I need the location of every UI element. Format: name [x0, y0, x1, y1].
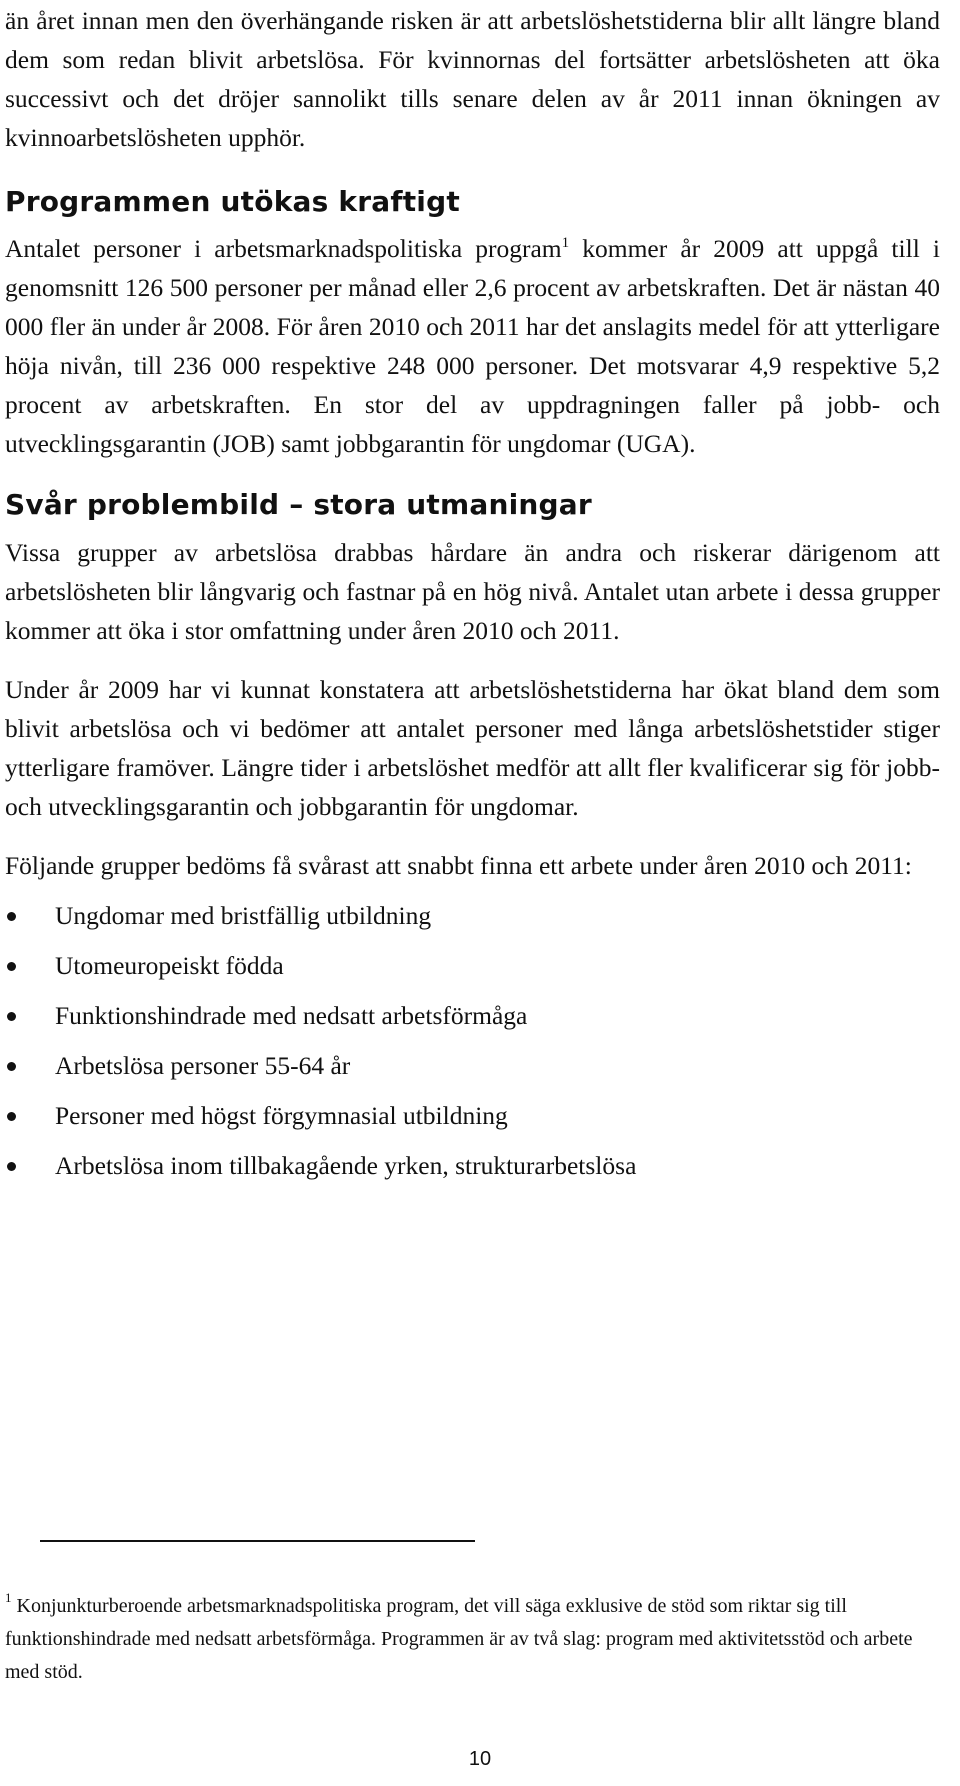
list-item [5, 947, 940, 985]
programmen-text-end: kommer år 2009 att uppgå till i genomsnitt 126 500 personer per månad eller 2,6 procent av arbetskraften. Det är nästan 40 000 fler än under år 2008. För åren 2010 och 2011 har det anslagits medel för att ytterligare höja nivån, till 236 000 respektive 248 000 personer. Det motsvarar 4,9 respektive 5,2 procent av arbetskraften. En stor del av uppdragningen faller på jobb- och utvecklingsgarantin (JOB) samt jobbgarantin för ungdomar (UGA). [5, 234, 940, 458]
page-number: 10 [468, 1748, 492, 1770]
problembild-paragraph-1: Vissa grupper av arbetslösa drabbas hårdare än andra och riskerar därigenom att arbetslösheten blir långvarig och fastnar på en hög nivå. Antalet utan arbete i dessa grupper kommer att öka i stor omfattning under åren 2010 och 2011. [5, 538, 940, 645]
list-item [5, 1147, 940, 1185]
list-item [5, 1097, 940, 1135]
footnote-marker: 1 [5, 1590, 12, 1606]
list-item-text: Utomeuropeiskt födda [55, 951, 284, 980]
intro-paragraph: än året innan men den överhängande risken är att arbetslöshetstiderna blir allt längre bland dem som redan blivit arbetslösa. För kvinnornas del fortsätter arbetslösheten att öka successivt och det dröjer sannolikt tills senare delen av år 2011 innan ökningen av kvinnoarbetslösheten upphör. [5, 6, 940, 152]
footnote-separator [40, 1540, 475, 1542]
list-item-text: Funktionshindrade med nedsatt arbetsförmåga [55, 1001, 528, 1030]
bullet-icon [7, 1112, 16, 1121]
list-item [5, 1047, 940, 1085]
list-item-text: Arbetslösa personer 55-64 år [55, 1051, 351, 1080]
footnote [5, 1590, 940, 1689]
problembild-paragraph-2: Under år 2009 har vi kunnat konstatera att arbetslöshetstiderna har ökat bland dem som blivit arbetslösa och vi bedömer att antalet personer med långa arbetslöshetstider stiger ytterligare framöver. Längre tider i arbetslöshet medför att allt fler kvalificerar sig för jobb- och utvecklingsgarantin och jobbgarantin för ungdomar. [5, 675, 940, 821]
risk-groups-list [5, 897, 940, 1185]
programmen-paragraph [5, 229, 940, 463]
programmen-text-start: Antalet personer i arbetsmarknadspolitiska program [5, 234, 562, 263]
list-item-text: Ungdomar med bristfällig utbildning [55, 901, 432, 930]
section-heading-programmen: Programmen utökas kraftigt [5, 185, 460, 218]
bullet-icon [7, 912, 16, 921]
bullet-icon [7, 962, 16, 971]
list-item [5, 897, 940, 935]
list-item-text: Personer med högst förgymnasial utbildning [55, 1101, 508, 1130]
bullet-icon [7, 1062, 16, 1071]
footnote-text: Konjunkturberoende arbetsmarknadspolitiska program, det vill säga exklusive de stöd som riktar sig till funktionshindrade med nedsatt arbetsförmåga. Programmen är av två slag: program med aktivitetsstöd och arbete med stöd. [5, 1595, 913, 1683]
footnote-reference[interactable]: 1 [561, 234, 570, 251]
section-heading-problembild: Svår problembild – stora utmaningar [5, 488, 592, 521]
document-page [5, 0, 940, 1197]
list-item-text: Arbetslösa inom tillbakagående yrken, strukturarbetslösa [55, 1151, 637, 1180]
list-item [5, 997, 940, 1035]
bullet-icon [7, 1162, 16, 1171]
problembild-paragraph-3: Följande grupper bedöms få svårast att snabbt finna ett arbete under åren 2010 och 2011: [5, 851, 912, 880]
bullet-icon [7, 1012, 16, 1021]
